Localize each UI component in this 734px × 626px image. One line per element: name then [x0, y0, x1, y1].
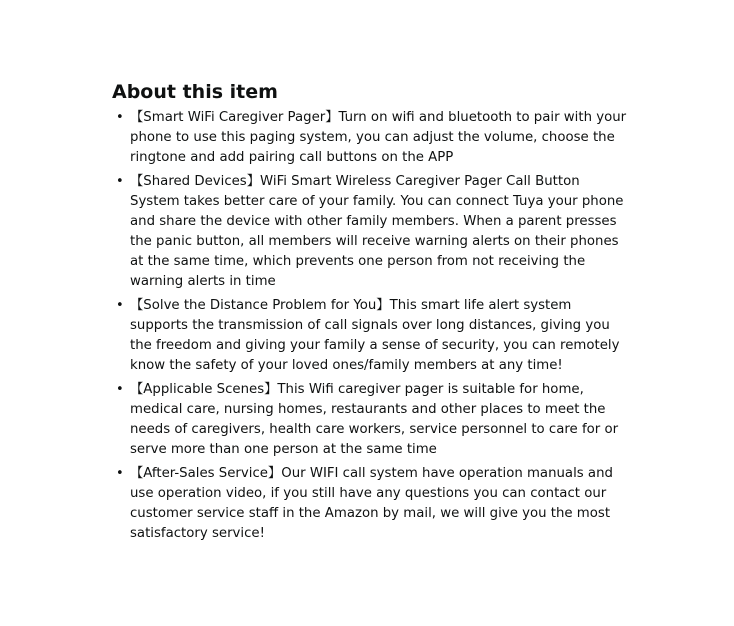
- feature-bullet-text: 【Shared Devices】WiFi Smart Wireless Caregiver Pager Call Button System takes better care of your family. You can connect Tuya your phone and share the device with other family members. When a parent presses the panic button, all members will receive warning alerts on their phones at the same time, which prevents one person from not receiving the warning alerts in time: [130, 174, 624, 289]
- feature-bullet-text: 【Solve the Distance Problem for You】This smart life alert system supports the transmission of call signals over long distances, giving you the freedom and giving your family a sense of security, you can remotely know the safety of your loved ones/family members at any time!: [130, 298, 620, 373]
- section-heading: About this item: [112, 81, 278, 103]
- feature-bullet-text: 【Smart WiFi Caregiver Pager】Turn on wifi and bluetooth to pair with your phone to use this paging system, you can adjust the volume, choose the ringtone and add pairing call buttons on the APP: [130, 110, 627, 165]
- feature-bullet-list: [112, 108, 632, 544]
- feature-bullet: [112, 296, 632, 376]
- bullet-dot-icon: •: [116, 110, 124, 125]
- bullet-dot-icon: •: [116, 298, 124, 313]
- feature-bullet-text: 【After-Sales Service】Our WIFI call system have operation manuals and use operation video, if you still have any questions you can contact our customer service staff in the Amazon by mail, we will give you the most satisfactory service!: [130, 466, 613, 541]
- bullet-dot-icon: •: [116, 174, 124, 189]
- bullet-dot-icon: •: [116, 466, 124, 481]
- bullet-dot-icon: •: [116, 382, 124, 397]
- feature-bullet-text: 【Applicable Scenes】This Wifi caregiver pager is suitable for home, medical care, nursing homes, restaurants and other places to meet the needs of caregivers, health care workers, service personnel to care for or serve more than one person at the same time: [130, 382, 619, 457]
- feature-bullet: [112, 380, 632, 460]
- about-this-item-section: [112, 80, 632, 548]
- feature-bullet: [112, 108, 632, 168]
- feature-bullet: [112, 172, 632, 292]
- feature-bullet: [112, 464, 632, 544]
